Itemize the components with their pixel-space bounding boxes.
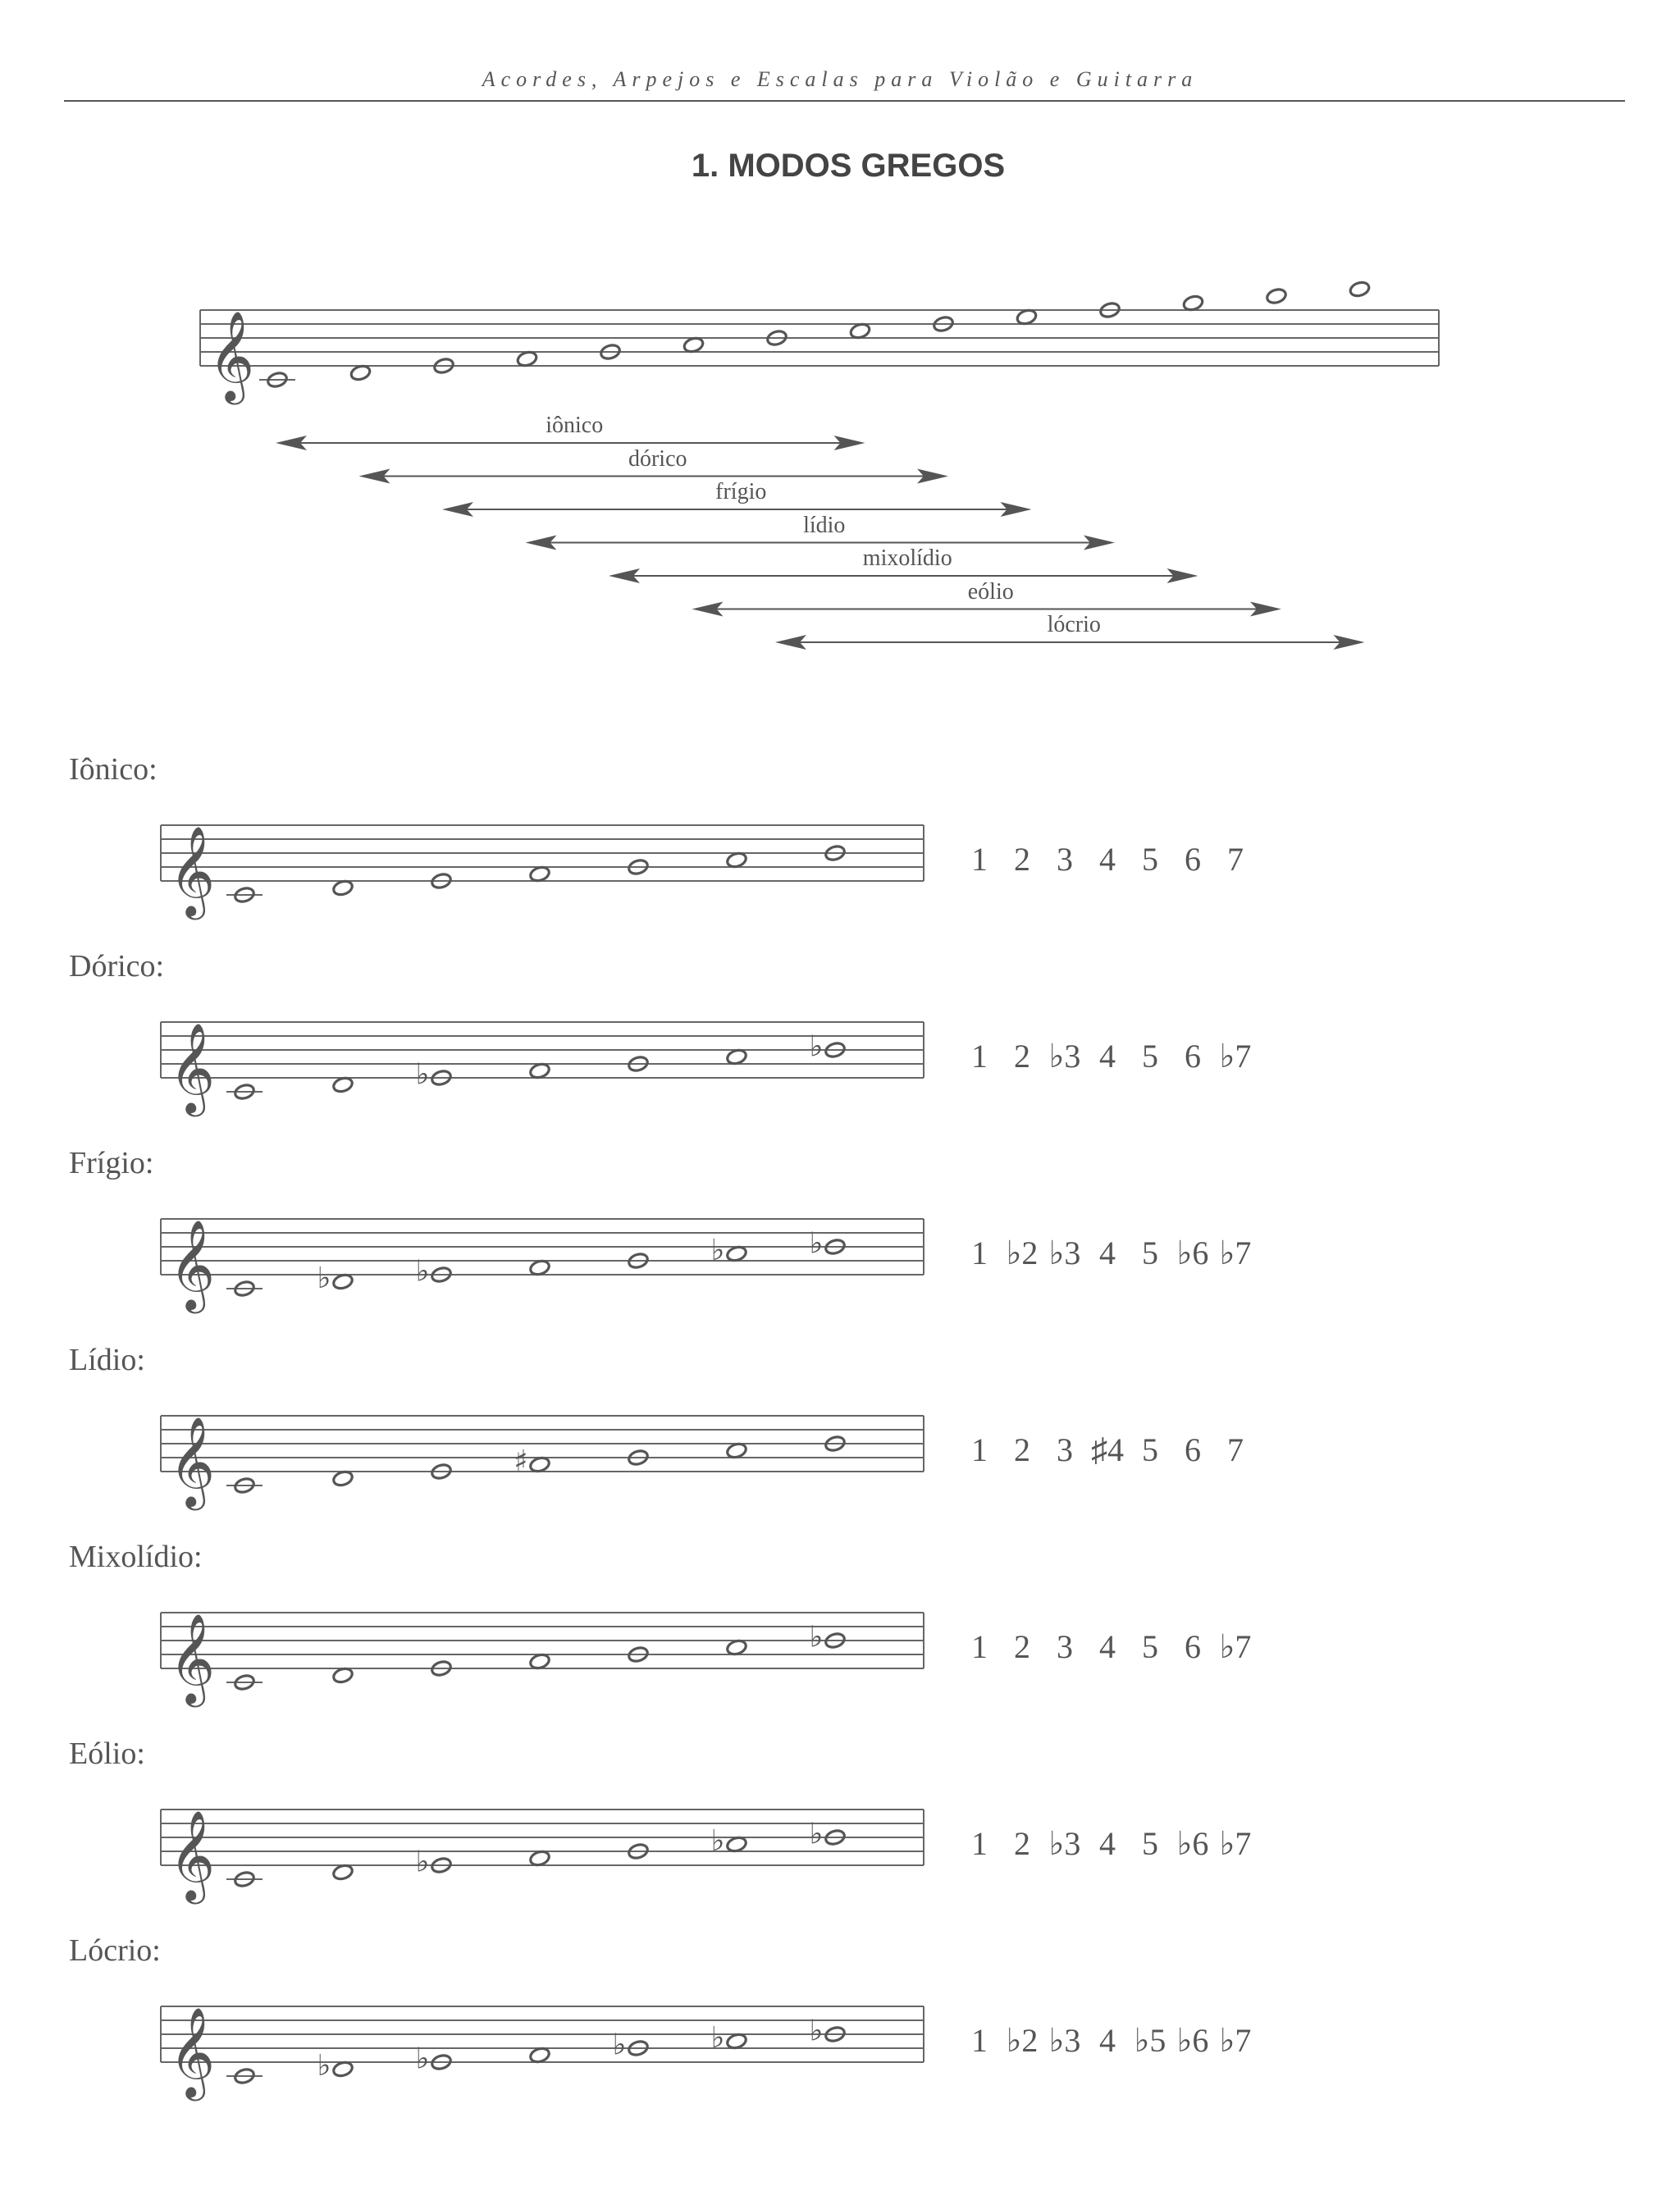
scale-degree: 4	[1099, 1628, 1116, 1665]
scale-degree: ♭2	[1006, 1234, 1039, 1271]
scale-degree: 5	[1142, 1628, 1158, 1665]
mode-label: Lócrio:	[69, 1933, 161, 1968]
scale-degree: ♭7	[1219, 1825, 1252, 1862]
scale-degree: ♭3	[1048, 1234, 1081, 1271]
range-label: lídio	[803, 512, 846, 538]
scale-degree: ♭3	[1048, 2022, 1081, 2059]
scale-degree: 2	[1014, 1038, 1030, 1075]
flat-icon: ♭	[415, 1845, 430, 1879]
scale-degree: 4	[1099, 841, 1116, 878]
scale-degree: 5	[1142, 841, 1158, 878]
scale-degree: ♭7	[1219, 1234, 1252, 1271]
whole-note	[226, 1476, 262, 1495]
whole-note	[226, 2067, 262, 2085]
scale-degree: ♭6	[1176, 1825, 1209, 1862]
flat-icon: ♭	[612, 2028, 627, 2062]
running-head: Acordes, Arpejos e Escalas para Violão e Guitarra	[482, 67, 1198, 91]
flat-icon: ♭	[809, 1226, 824, 1261]
scale-degree: 2	[1014, 1825, 1030, 1862]
scale-degree: ♭6	[1176, 1234, 1209, 1271]
treble-clef-icon: 𝄞	[169, 1023, 216, 1113]
treble-clef-icon: 𝄞	[169, 2007, 216, 2097]
scale-degree: 4	[1099, 1825, 1116, 1862]
whole-note	[711, 2021, 748, 2055]
range-label: frígio	[715, 479, 767, 504]
scale-degree: 1	[971, 2022, 988, 2059]
flat-icon: ♭	[415, 1057, 430, 1092]
treble-clef-icon: 𝄞	[169, 826, 216, 916]
whole-note	[514, 1444, 550, 1478]
section-title: 1. MODOS GREGOS	[691, 148, 1006, 184]
scale-degree: 2	[1014, 841, 1030, 878]
scale-degree: ♭2	[1006, 2022, 1039, 2059]
scale-degree: 6	[1185, 1431, 1201, 1468]
mode-label: Lídio:	[69, 1343, 145, 1377]
range-label: iônico	[546, 413, 604, 438]
mode-label: Eólio:	[69, 1736, 145, 1771]
scale-degree: 2	[1014, 1431, 1030, 1468]
mode-label: Iônico:	[69, 752, 158, 787]
scale-degree: ♯4	[1091, 1431, 1124, 1468]
scale-degree: 5	[1142, 1825, 1158, 1862]
scale-degree: ♭7	[1219, 1038, 1252, 1075]
whole-note	[226, 886, 262, 904]
whole-note	[810, 1621, 847, 1654]
scale-degree: 1	[971, 1628, 988, 1665]
treble-clef-icon: 𝄞	[169, 1417, 216, 1507]
range-label: lócrio	[1047, 612, 1101, 637]
range-label: eólio	[967, 578, 1014, 605]
scale-degree: ♭7	[1219, 2022, 1252, 2059]
scale-degree: 5	[1142, 1038, 1158, 1075]
flat-icon: ♭	[809, 1817, 824, 1851]
scale-degree: 3	[1057, 841, 1073, 878]
whole-note	[416, 1058, 453, 1092]
scale-degree: 6	[1185, 841, 1201, 878]
whole-note	[416, 2042, 453, 2076]
mode-staff	[161, 1416, 924, 1472]
scale-degree: ♭5	[1134, 2022, 1166, 2059]
whole-note	[317, 1262, 354, 1295]
mode-staff	[161, 825, 924, 881]
mode-label: Dórico:	[69, 949, 165, 983]
whole-note	[317, 2049, 354, 2083]
scale-degree: 2	[1014, 1628, 1030, 1665]
scale-degree: 3	[1057, 1628, 1073, 1665]
treble-clef-icon: 𝄞	[169, 1810, 216, 1901]
flat-icon: ♭	[317, 2049, 331, 2083]
flat-icon: ♭	[809, 1029, 824, 1064]
scale-degree: ♭3	[1048, 1038, 1081, 1075]
treble-clef-icon: 𝄞	[169, 1613, 216, 1704]
scale-degree: 4	[1099, 1234, 1116, 1271]
flat-icon: ♭	[710, 1824, 725, 1859]
whole-note	[810, 1030, 847, 1064]
scale-degree: 1	[971, 1431, 988, 1468]
range-label: dórico	[628, 445, 687, 472]
flat-icon: ♭	[809, 2014, 824, 2048]
whole-note	[711, 1234, 748, 1267]
scale-degree: 1	[971, 1038, 988, 1075]
whole-note	[810, 1227, 847, 1261]
scale-degree: 4	[1099, 2022, 1116, 2059]
flat-icon: ♭	[415, 1254, 430, 1289]
whole-note	[711, 1824, 748, 1858]
scale-degree: 1	[971, 841, 988, 878]
whole-note	[416, 1255, 453, 1289]
flat-icon: ♭	[710, 1234, 725, 1268]
scale-degree: ♭7	[1219, 1628, 1252, 1665]
whole-note	[226, 1083, 262, 1101]
scale-degree: 5	[1142, 1431, 1158, 1468]
scale-degree: ♭3	[1048, 1825, 1081, 1862]
whole-note	[416, 1846, 453, 1879]
range-label: mixolídio	[862, 545, 952, 571]
whole-note	[613, 2029, 650, 2062]
scale-degree: 7	[1227, 841, 1244, 878]
mode-label: Mixolídio:	[69, 1540, 203, 1574]
scale-degree: ♭6	[1176, 2022, 1209, 2059]
scale-degree: 3	[1057, 1431, 1073, 1468]
whole-note	[226, 1870, 262, 1888]
flat-icon: ♭	[317, 1262, 331, 1296]
scale-degree: 7	[1227, 1431, 1244, 1468]
flat-icon: ♭	[809, 1620, 824, 1654]
scale-degree: 1	[971, 1825, 988, 1862]
scale-degree: 6	[1185, 1038, 1201, 1075]
scale-degree: 5	[1142, 1234, 1158, 1271]
flat-icon: ♭	[710, 2021, 725, 2056]
whole-note	[226, 1280, 262, 1298]
scale-degree: 1	[971, 1234, 988, 1271]
sharp-icon: ♯	[514, 1444, 528, 1479]
whole-note	[810, 2015, 847, 2048]
whole-note	[810, 1818, 847, 1851]
scale-degree: 6	[1185, 1628, 1201, 1665]
treble-clef-icon: 𝄞	[169, 1220, 216, 1310]
whole-note	[226, 1673, 262, 1691]
treble-clef-icon: 𝄞	[208, 311, 255, 401]
flat-icon: ♭	[415, 2042, 430, 2076]
mode-label: Frígio:	[69, 1146, 154, 1180]
scale-degree: 4	[1099, 1038, 1116, 1075]
